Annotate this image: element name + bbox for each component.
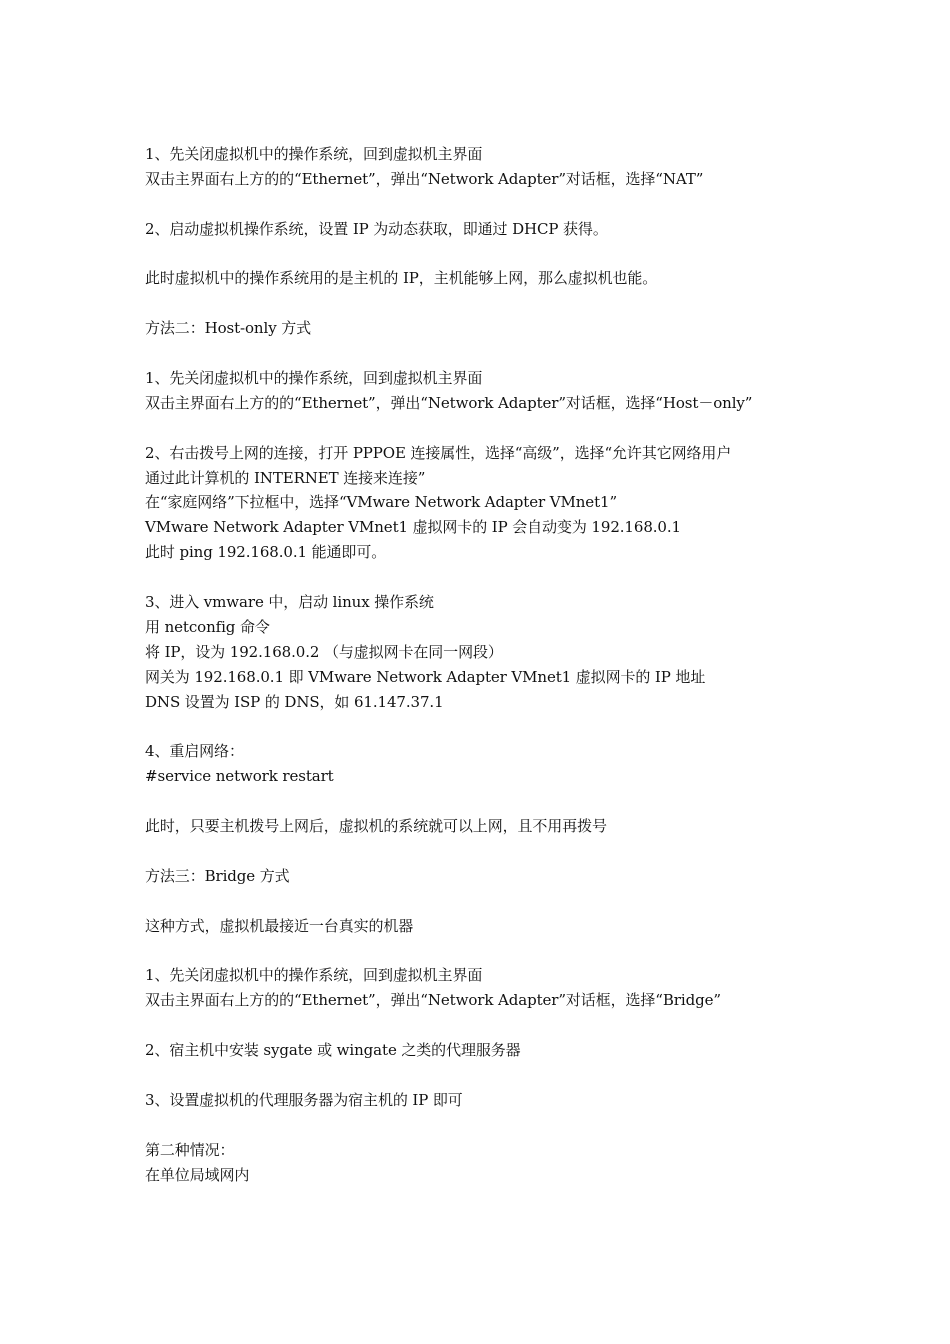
text-line: 3、进入 vmware 中，启动 linux 操作系统 bbox=[145, 593, 434, 612]
text-line: 通过此计算机的 INTERNET 连接来连接” bbox=[145, 468, 426, 487]
text-line: 网关为 192.168.0.1 即 VMware Network Adapter VMnet1 虚拟网卡的 IP 地址 bbox=[145, 667, 706, 686]
text-line: VMware Network Adapter VMnet1 虚拟网卡的 IP 会自动变为 192.168.0.1 bbox=[145, 518, 681, 537]
text-line: 用 netconfig 命令 bbox=[145, 617, 270, 636]
text-line: 1、先关闭虚拟机中的操作系统，回到虚拟机主界面 bbox=[145, 369, 483, 388]
text-line: 此时，只要主机拨号上网后，虚拟机的系统就可以上网，且不用再拨号 bbox=[145, 817, 607, 836]
blank-line bbox=[145, 789, 835, 814]
blank-line bbox=[145, 341, 835, 366]
text-line: 在“家庭网络”下拉框中，选择“VMware Network Adapter VMnet1” bbox=[145, 493, 618, 512]
blank-line bbox=[145, 939, 835, 964]
text-line: 2、启动虚拟机操作系统，设置 IP 为动态获取，即通过 DHCP 获得。 bbox=[145, 219, 608, 238]
text-line: 此时虚拟机中的操作系统用的是主机的 IP，主机能够上网，那么虚拟机也能。 bbox=[145, 269, 658, 288]
blank-line bbox=[145, 192, 835, 217]
text-line: 3、设置虚拟机的代理服务器为宿主机的 IP 即可 bbox=[145, 1090, 463, 1109]
text-line: 此时 ping 192.168.0.1 能通即可。 bbox=[145, 543, 387, 562]
text-line: #service network restart bbox=[145, 767, 334, 786]
text-line: 双击主界面右上方的的“Ethernet”，弹出“Network Adapter”对话框，选择“Bridge” bbox=[145, 991, 721, 1010]
text-line: 双击主界面右上方的的“Ethernet”，弹出“Network Adapter”对话框，选择“Host－only” bbox=[145, 393, 753, 412]
text-line: DNS 设置为 ISP 的 DNS，如 61.147.37.1 bbox=[145, 692, 444, 711]
document-body bbox=[145, 142, 835, 1187]
blank-line bbox=[145, 839, 835, 864]
blank-line bbox=[145, 416, 835, 441]
text-line: 第二种情况： bbox=[145, 1140, 235, 1159]
text-line: 1、先关闭虚拟机中的操作系统，回到虚拟机主界面 bbox=[145, 145, 483, 163]
blank-line bbox=[145, 565, 835, 590]
blank-line bbox=[145, 889, 835, 914]
text-line: 4、重启网络： bbox=[145, 742, 244, 761]
text-line: 2、宿主机中安装 sygate 或 wingate 之类的代理服务器 bbox=[145, 1041, 521, 1060]
blank-line bbox=[145, 1113, 835, 1138]
blank-line bbox=[145, 1013, 835, 1038]
text-line: 将 IP，设为 192.168.0.2 （与虚拟网卡在同一网段） bbox=[145, 642, 503, 661]
text-line: 方法二：Host-only 方式 bbox=[145, 319, 312, 338]
text-line: 2、右击拨号上网的连接，打开 PPPOE 连接属性，选择“高级”，选择“允许其它网络用户 bbox=[145, 443, 732, 462]
text-line: 1、先关闭虚拟机中的操作系统，回到虚拟机主界面 bbox=[145, 966, 483, 985]
blank-line bbox=[145, 714, 835, 739]
text-line: 双击主界面右上方的的“Ethernet”，弹出“Network Adapter”对话框，选择“NAT” bbox=[145, 169, 704, 188]
blank-line bbox=[145, 1063, 835, 1088]
text-line: 方法三：Bridge 方式 bbox=[145, 866, 290, 885]
text-line: 这种方式，虚拟机最接近一台真实的机器 bbox=[145, 916, 414, 935]
text-line: 在单位局域网内 bbox=[145, 1165, 250, 1184]
blank-line bbox=[145, 291, 835, 316]
blank-line bbox=[145, 242, 835, 267]
